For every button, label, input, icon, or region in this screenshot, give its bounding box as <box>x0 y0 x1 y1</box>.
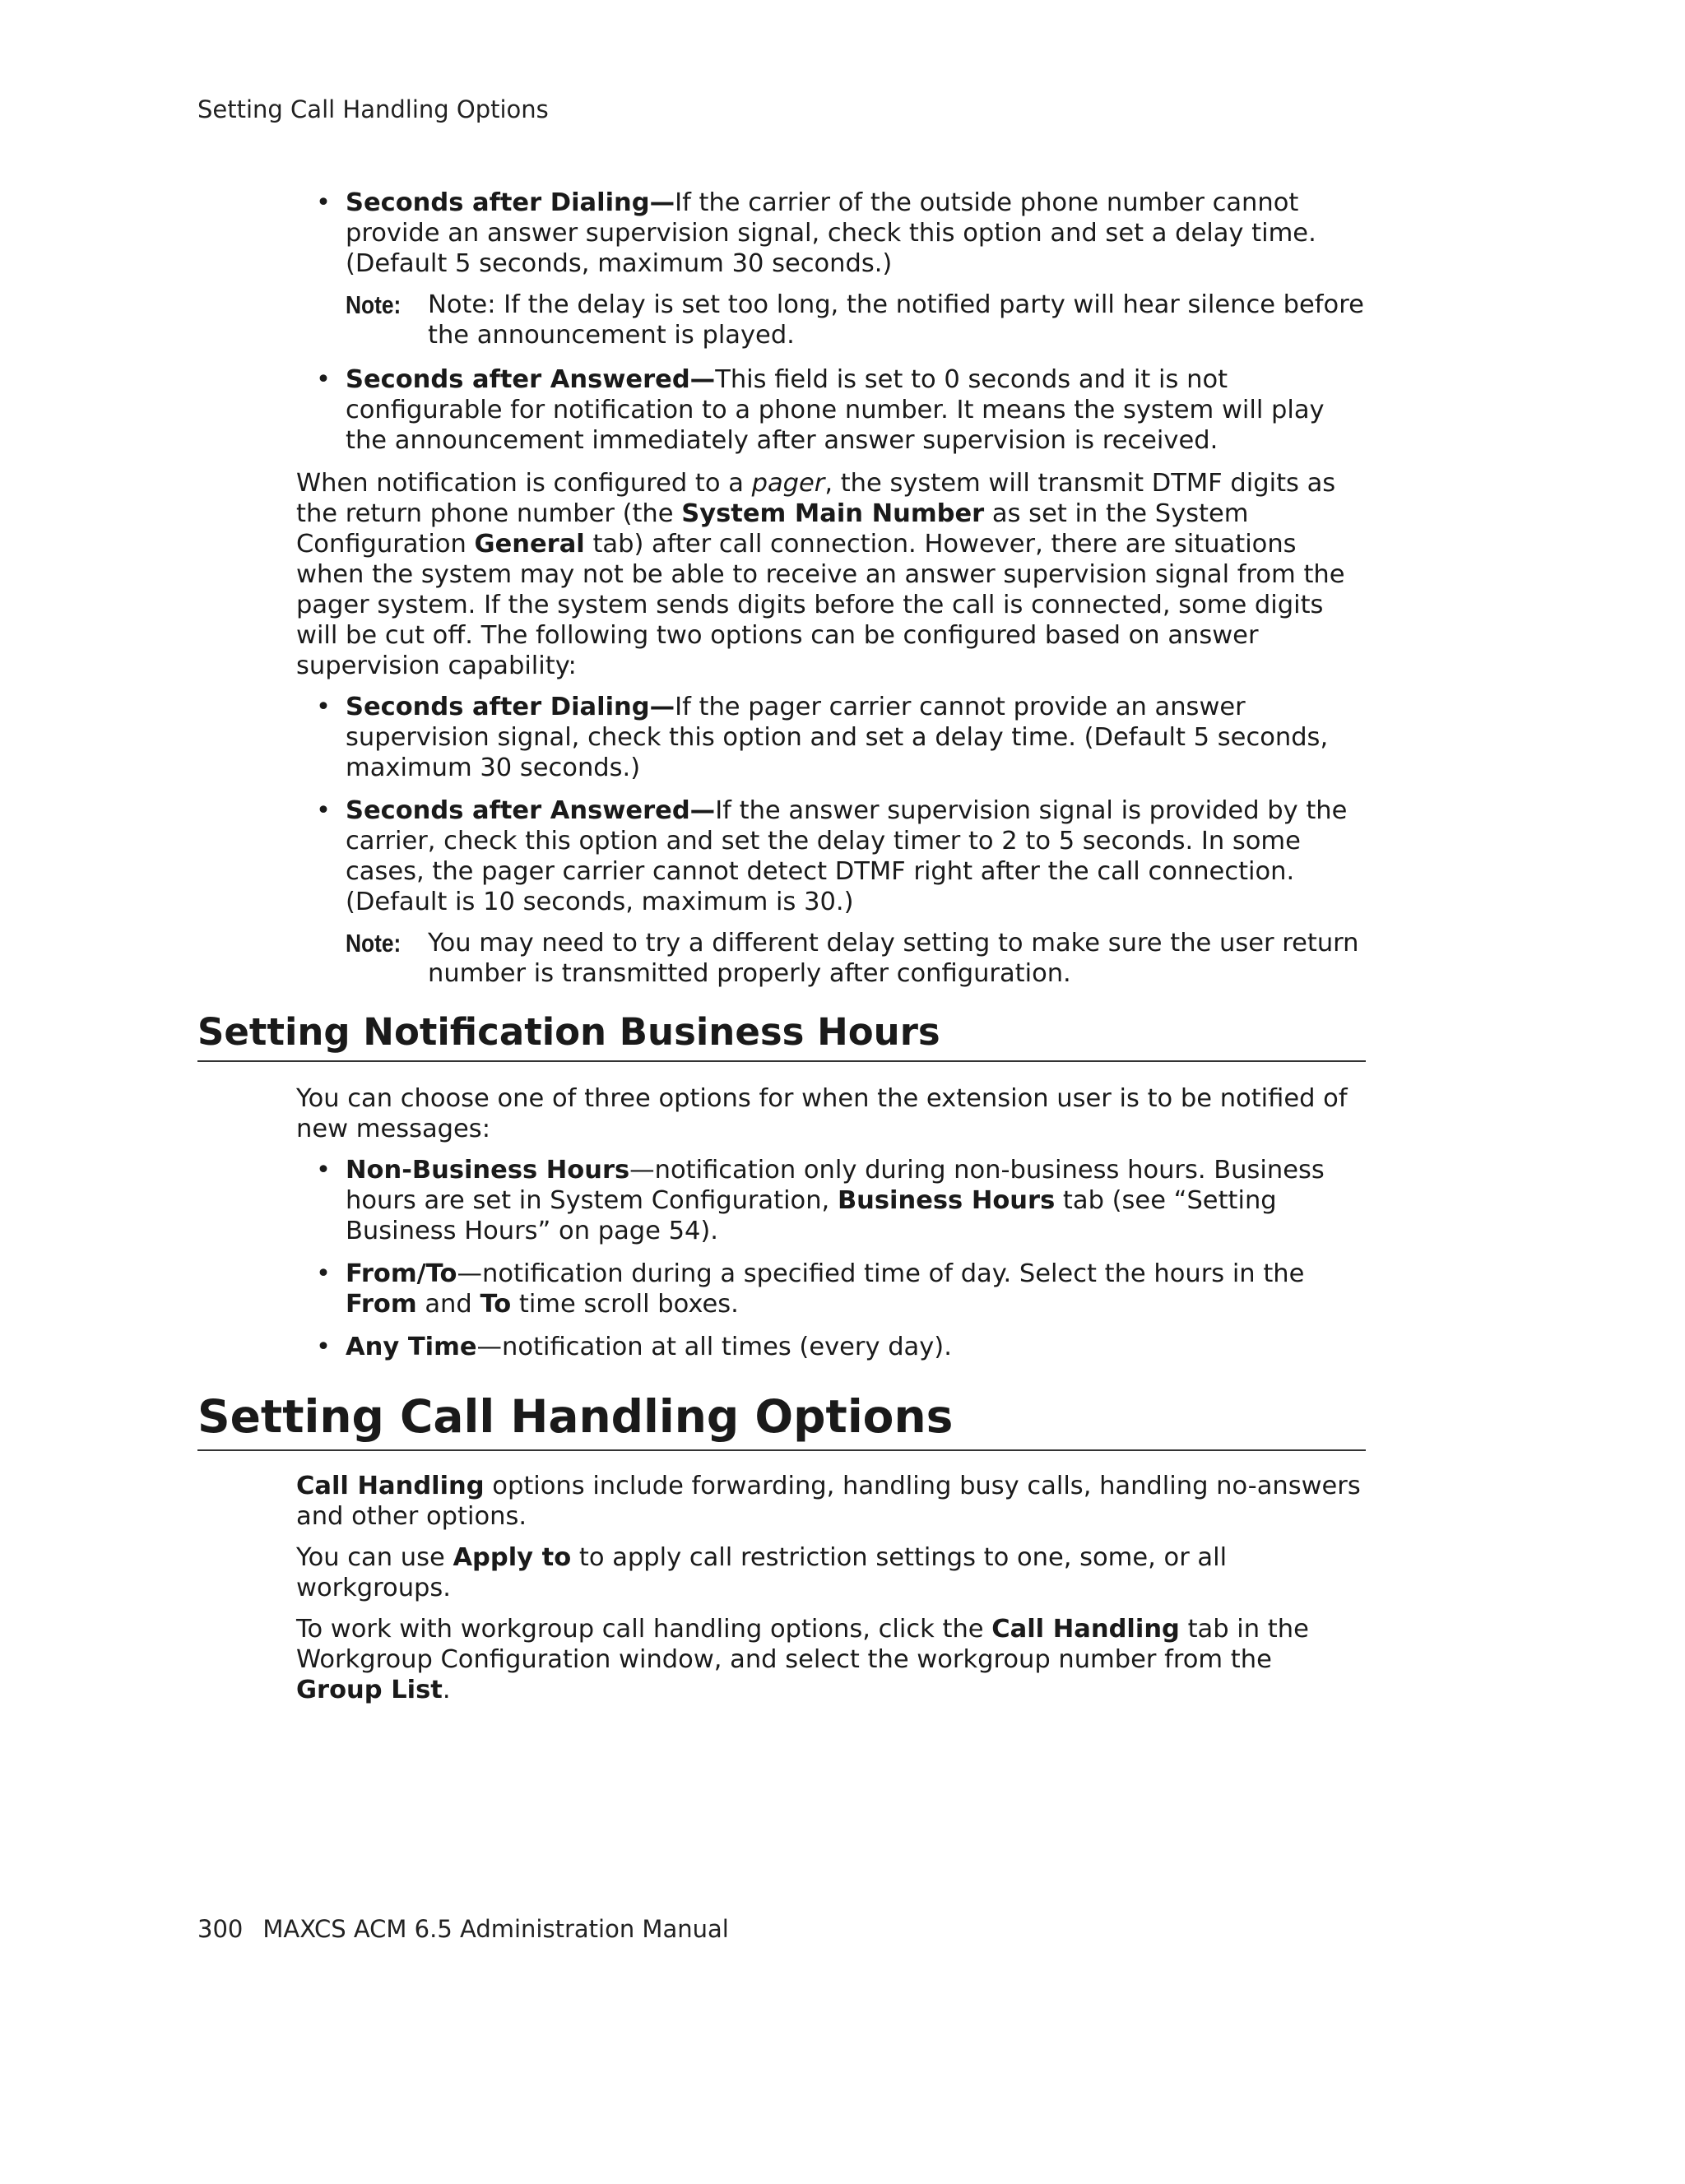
page-body <box>197 188 1366 1716</box>
ui-term: Business Hours <box>837 1186 1056 1215</box>
paragraph <box>296 1614 1366 1705</box>
note-label: Note: <box>346 929 402 958</box>
bullet-term: Non-Business Hours <box>346 1156 630 1185</box>
text-run: as set in the System Configuration <box>296 499 1249 559</box>
list-item <box>346 1259 1366 1319</box>
bullet-term: Seconds after Answered— <box>346 796 716 825</box>
bullet-text: If the pager carrier cannot provide an answer supervision signal, check this option and set a delay time. (Default 5 seconds, maximum 30 seconds.) <box>346 693 1329 782</box>
bullet-text: If the carrier of the outside phone number cannot provide an answer supervision signal, check this option and set a delay time. (Default 5 seconds, maximum 30 seconds.) <box>346 188 1316 278</box>
text-run: to apply call restriction settings to one, some, or all workgroups. <box>296 1543 1228 1602</box>
bullet-term: Any Time <box>346 1333 477 1361</box>
list-item <box>346 692 1366 783</box>
list-item <box>346 188 1366 279</box>
note <box>346 928 1366 989</box>
bullet-text: —notification during a specified time of day. Select the hours in the <box>457 1259 1305 1288</box>
ui-term: To <box>480 1290 512 1319</box>
bullet-list <box>197 364 1366 456</box>
text-run: tab) after call connection. However, there are situations when the system may not be able to receive an answer supervision signal from the pager system. If the system sends digits before the call is connected, some digits will be cut off. The following two options can be configured based on answer supervision capability: <box>296 530 1345 680</box>
list-item <box>346 1332 1366 1362</box>
ui-term: Group List <box>296 1676 443 1704</box>
bullet-text: —notification only during non-business hours. Business hours are set in System Configuration, <box>346 1156 1325 1215</box>
bullet-text: This field is set to 0 seconds and it is not configurable for notification to a phone number. It means the system will play the announcement immediately after answer supervision is received. <box>346 365 1325 455</box>
ui-term: Call Handling <box>991 1615 1180 1644</box>
running-header: Setting Call Handling Options <box>197 95 549 123</box>
note-text: You may need to try a different delay setting to make sure the user return number is transmitted properly after configuration. <box>428 929 1359 988</box>
bullet-list <box>197 1155 1366 1362</box>
bullet-term: Seconds after Answered— <box>346 365 716 394</box>
list-item <box>346 795 1366 917</box>
list-item <box>346 1155 1366 1246</box>
text-run: options include forwarding, handling busy calls, handling no-answers and other options. <box>296 1472 1361 1531</box>
page-number: 300 <box>197 1915 244 1943</box>
bullet-text: —notification at all times (every day). <box>476 1333 952 1361</box>
manual-title: MAXCS ACM 6.5 Administration Manual <box>262 1915 729 1943</box>
section-heading: Setting Notification Business Hours <box>197 1010 1366 1062</box>
paragraph <box>296 1542 1366 1603</box>
list-item <box>346 364 1366 456</box>
bullet-text: If the answer supervision signal is provided by the carrier, check this option and set the delay timer to 2 to 5 seconds. In some cases, the pager carrier cannot detect DTMF right after the call connection. (Default is 10 seconds, maximum is 30.) <box>346 796 1348 916</box>
bullet-text: time scroll boxes. <box>511 1290 739 1319</box>
page-footer <box>197 1915 729 1943</box>
text-run: You can use <box>296 1543 453 1572</box>
ui-term: From <box>346 1290 417 1319</box>
note <box>346 290 1366 350</box>
text-run: . <box>442 1676 451 1704</box>
bullet-term: Seconds after Dialing— <box>346 693 675 721</box>
paragraph <box>296 1471 1366 1532</box>
bullet-text: tab (see “Setting Business Hours” on page 54). <box>346 1186 1277 1245</box>
text-run: tab in the Workgroup Configuration window, and select the workgroup number from the <box>296 1615 1309 1674</box>
ui-term: System Main Number <box>681 499 985 528</box>
paragraph: You can choose one of three options for when the extension user is to be notified of new messages: <box>296 1084 1348 1143</box>
text-run: When notification is configured to a <box>296 469 752 498</box>
ui-term: General <box>474 530 585 559</box>
note-label: Note: <box>346 290 402 319</box>
paragraph <box>296 468 1366 681</box>
bullet-text: and <box>416 1290 480 1319</box>
ui-term: Apply to <box>453 1543 572 1572</box>
bullet-term: Seconds after Dialing— <box>346 188 675 217</box>
text-run: To work with workgroup call handling options, click the <box>296 1615 992 1644</box>
ui-term: Call Handling <box>296 1472 485 1500</box>
note-text: Note: If the delay is set too long, the notified party will hear silence before the announcement is played. <box>428 290 1364 350</box>
section-heading: Setting Call Handling Options <box>197 1390 1366 1451</box>
bullet-term: From/To <box>346 1259 457 1288</box>
bullet-list <box>197 692 1366 917</box>
bullet-list <box>197 188 1366 279</box>
emphasis: pager <box>751 469 825 498</box>
text-run: , the system will transmit DTMF digits as the return phone number (the <box>296 469 1336 528</box>
